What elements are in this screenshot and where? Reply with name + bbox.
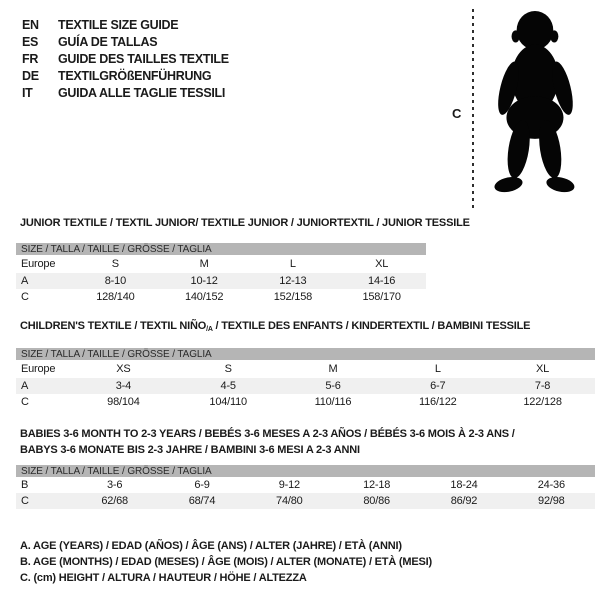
- height-dashed-line: [472, 9, 474, 212]
- size-table-header: SIZE / TALLA / TAILLE / GRÖSSE / TAGLIA: [16, 348, 595, 360]
- table-row: [16, 378, 595, 394]
- size-cell: 3-4: [115, 380, 132, 392]
- table-row: [16, 493, 595, 509]
- babies-size-table: [16, 465, 595, 509]
- size-cell: 86/92: [450, 495, 478, 507]
- junior-size-table: [16, 243, 426, 305]
- size-cell: 80/86: [363, 495, 390, 507]
- children-title-text: CHILDREN'S TEXTILE / TEXTIL NIÑO: [20, 320, 207, 332]
- table-row: [16, 394, 595, 410]
- size-cell: L: [434, 363, 441, 375]
- size-cell: XL: [375, 258, 389, 270]
- children-title-text: / TEXTILE DES ENFANTS / KINDERTEXTIL / BAMBINI TESSILE: [212, 320, 531, 332]
- children-size-table: [16, 348, 595, 410]
- legend-notes: [20, 538, 432, 586]
- language-label: GUIDA ALLE TAGLIE TESSILI: [58, 85, 226, 100]
- row-label: A: [21, 275, 29, 287]
- size-cell: S: [224, 363, 232, 375]
- size-cell: 6-7: [430, 380, 446, 392]
- size-cell: XS: [116, 363, 131, 375]
- table-row: [16, 273, 426, 289]
- row-label: A: [21, 380, 29, 392]
- size-cell: 128/140: [96, 291, 135, 303]
- row-label: C: [21, 396, 29, 408]
- language-label: GUIDE DES TAILLES TEXTILE: [58, 51, 229, 66]
- row-label: Europe: [21, 258, 56, 270]
- size-cell: 3-6: [107, 479, 123, 491]
- junior-section-title: JUNIOR TEXTILE / TEXTIL JUNIOR/ TEXTILE JUNIOR / JUNIORTEXTIL / JUNIOR TESSILE: [20, 217, 470, 229]
- size-cell: L: [289, 258, 296, 270]
- size-cell: 74/80: [276, 495, 303, 507]
- size-cell: 9-12: [278, 479, 300, 491]
- size-cell: M: [199, 258, 209, 270]
- babies-title-line2: BABYS 3-6 MONATE BIS 2-3 JAHRE / BAMBINI 3-6 MESI A 2-3 ANNI: [20, 444, 360, 456]
- size-cell: 24-36: [537, 479, 565, 491]
- size-cell: 4-5: [220, 380, 236, 392]
- language-label: TEXTILE SIZE GUIDE: [58, 17, 179, 32]
- size-cell: 68/74: [188, 495, 216, 507]
- size-cell: S: [111, 258, 119, 270]
- row-label: Europe: [21, 363, 56, 375]
- size-cell: 152/158: [273, 291, 313, 303]
- language-list: [22, 16, 229, 101]
- row-label: C: [21, 291, 29, 303]
- size-table-header: SIZE / TALLA / TAILLE / GRÖSSE / TAGLIA: [16, 243, 426, 255]
- size-cell: 110/116: [314, 396, 352, 408]
- language-row: [22, 33, 229, 50]
- size-cell: 18-24: [450, 479, 478, 491]
- table-row: [16, 477, 595, 493]
- size-cell: 122/128: [523, 396, 562, 408]
- size-cell: 92/98: [538, 495, 565, 507]
- babies-section-title: [20, 426, 515, 458]
- size-cell: 14-16: [368, 275, 396, 287]
- height-measure-label: C: [452, 106, 462, 121]
- note-age-months: B. AGE (MONTHS) / EDAD (MESES) / ÂGE (MOIS) / ALTER (MONATE) / ETÀ (MESI): [20, 556, 432, 568]
- note-age-years: A. AGE (YEARS) / EDAD (AÑOS) / ÂGE (ANS) / ALTER (JAHRE) / ETÀ (ANNI): [20, 540, 402, 552]
- language-row: [22, 67, 229, 84]
- table-row: [16, 360, 595, 378]
- language-label: GUÍA DE TALLAS: [58, 34, 158, 49]
- baby-silhouette-icon: [481, 9, 593, 212]
- table-row: [16, 255, 426, 273]
- size-cell: 5-6: [325, 380, 341, 392]
- row-label: C: [21, 495, 29, 507]
- language-code: DE: [22, 68, 39, 83]
- size-cell: 62/68: [101, 495, 128, 507]
- size-cell: 140/152: [184, 291, 224, 303]
- language-code: EN: [22, 17, 39, 32]
- language-row: [22, 16, 229, 33]
- language-row: [22, 84, 229, 101]
- note-height-cm: C. (cm) HEIGHT / ALTURA / HAUTEUR / HÖHE / ALTEZZA: [20, 572, 307, 584]
- size-cell: 98/104: [107, 396, 140, 408]
- size-cell: 10-12: [190, 275, 218, 287]
- size-table-header: SIZE / TALLA / TAILLE / GRÖSSE / TAGLIA: [16, 465, 595, 477]
- language-row: [22, 50, 229, 67]
- children-section-title: [20, 320, 530, 336]
- language-label: TEXTILGRÖßENFÜHRUNG: [58, 68, 212, 83]
- size-cell: 12-13: [279, 275, 307, 287]
- size-cell: 116/122: [419, 396, 457, 408]
- language-code: ES: [22, 34, 39, 49]
- size-cell: 104/110: [209, 396, 247, 408]
- size-cell: M: [328, 363, 338, 375]
- row-label: B: [21, 479, 29, 491]
- language-code: FR: [22, 51, 39, 66]
- size-cell: 8-10: [104, 275, 126, 287]
- size-cell: 12-18: [363, 479, 391, 491]
- size-cell: 158/170: [362, 291, 401, 303]
- size-cell: 7-8: [534, 380, 551, 392]
- size-cell: XL: [536, 363, 550, 375]
- children-title-subscript: /A: [206, 326, 213, 333]
- size-cell: 6-9: [194, 479, 210, 491]
- language-code: IT: [22, 85, 33, 100]
- table-row: [16, 289, 426, 305]
- babies-title-line1: BABIES 3-6 MONTH TO 2-3 YEARS / BEBÉS 3-6 MESES A 2-3 AÑOS / BÉBÉS 3-6 MOIS À 2-3 ANS /: [20, 428, 515, 440]
